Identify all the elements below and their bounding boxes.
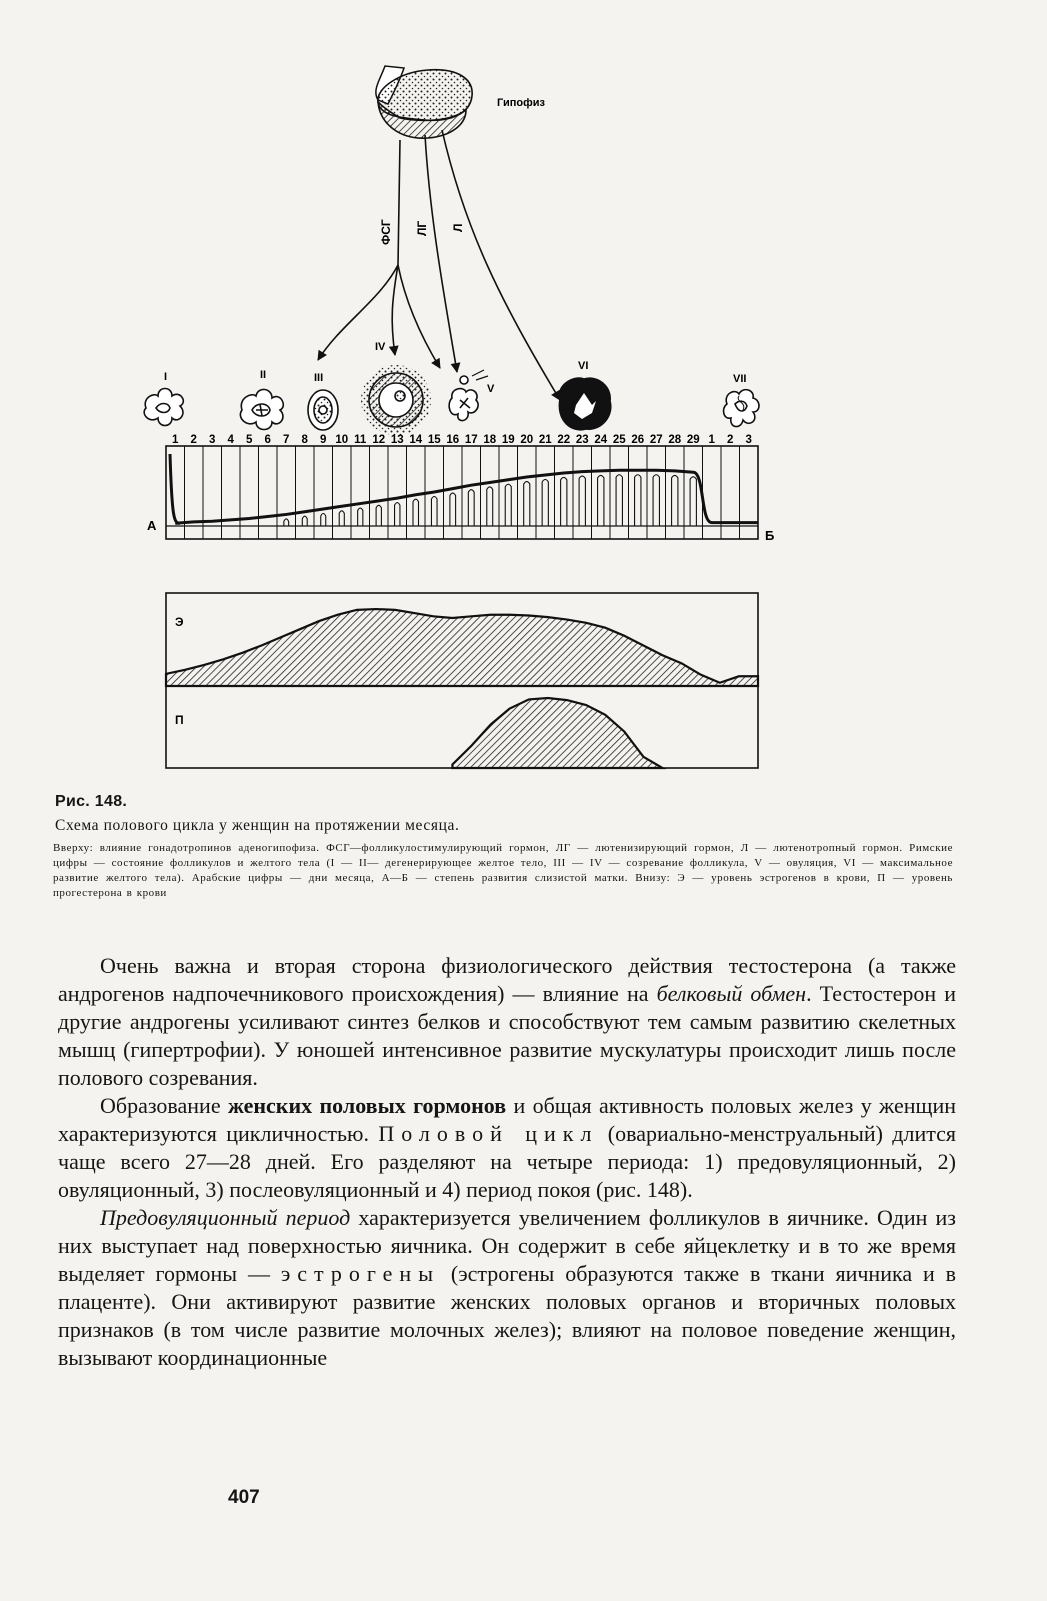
emphasis-term: Предовуляционный период (100, 1205, 351, 1230)
endometrial-gland (321, 514, 326, 527)
day-label: 8 (301, 434, 308, 446)
paragraph-1 (58, 952, 956, 1092)
stage-label-iii: III (314, 372, 324, 384)
day-label: 6 (264, 434, 271, 446)
text-run: . Тестостерон и другие андрогены усиливают синтез белков и способствуют тем самым развитию скелетных мышц (гипертрофии). У юношей интенсивное развитие мускулатуры происходит лишь после полового созревания. (58, 981, 956, 1090)
day-label: 4 (227, 434, 234, 446)
stage-label-i: I (164, 371, 168, 383)
gland-label: Гипофиз (497, 97, 545, 109)
day-label: 29 (686, 434, 700, 446)
day-labels (172, 434, 752, 446)
text-run: Очень важна и вторая сторона физиологического действия тестостерона (а также андрогенов надпочечникового происхождения) — влияние на (58, 953, 956, 1006)
stage-iii-icon (308, 390, 338, 430)
stage-label-vii: VII (733, 373, 747, 385)
emphasis-term: белковый обмен (656, 981, 807, 1006)
day-label: 13 (390, 434, 404, 446)
endometrial-gland (376, 505, 381, 526)
endometrial-gland (561, 477, 567, 526)
endometrial-gland (672, 475, 678, 526)
stage-label-ii: II (260, 369, 267, 381)
stage-label-iv: IV (375, 341, 386, 353)
ltg-label: Л (451, 223, 465, 232)
text-run: характеризуется увеличением фолликулов в яичнике. Один из них выступает над поверхностью яичника. Он содержит в себе яйцеклетку и в то же время выделяет гормоны — (58, 1205, 956, 1286)
estrogen-area (166, 609, 758, 686)
day-label: 9 (320, 434, 327, 446)
day-label: 20 (520, 434, 534, 446)
endometrial-gland (302, 516, 307, 526)
day-label: 16 (446, 434, 460, 446)
day-label: 18 (483, 434, 497, 446)
endometrium-end-label: Б (765, 528, 775, 543)
endometrial-gland (413, 499, 419, 526)
day-label: 21 (538, 434, 552, 446)
pituitary-gland (376, 66, 472, 138)
endometrial-gland (468, 490, 474, 526)
stage-vi-icon (559, 378, 610, 430)
day-label: 3 (209, 434, 216, 446)
text-run: Образование (100, 1093, 228, 1118)
endometrium-grid (166, 446, 758, 539)
stage-iv-icon (361, 365, 431, 435)
day-label: 11 (354, 434, 367, 446)
endometrial-gland (358, 508, 363, 526)
endometrial-gland (450, 493, 456, 526)
day-label: 23 (575, 434, 589, 446)
day-label: 22 (557, 434, 571, 446)
endometrial-gland (395, 503, 400, 526)
figure-legend: Вверху: влияние гонадотропинов аденогипофиза. ФСГ—фолликулостимулирующий гормон, ЛГ — лютенизирующий гормон, Л — лютенотропный гормон. Римские цифры — состояние фолликулов и желтого тела (I — II— дегенерирующее желтое тело, III — IV — созревание фолликула, V — овуляция, VI — максимальное развитие желтого тела). Арабские цифры — дни месяца, А—Б — степень развития слизистой матки. Внизу: Э — уровень эстрогенов в крови, П — уровень прогестерона в крови (53, 842, 953, 899)
endometrial-gland (284, 519, 289, 526)
text-run: (овариально-менструальный) длится чаще всего 27—28 дней. Его разделяют на четыре периода: 1) предовуляционный, 2) овуляционный, 3) послеовуляционный и 4) период покоя (рис. 148). (58, 1121, 956, 1202)
endometrial-gland (431, 497, 437, 527)
day-label: 14 (409, 434, 423, 446)
estrogen-label: Э (175, 615, 184, 629)
day-label: 3 (745, 434, 752, 446)
stage-labels (164, 341, 746, 395)
text-run: (эстрогены образуются также в ткани яичника и в плаценте). Они активируют развитие женских половых органов и вторичных половых признаков (в том числе развитие молочных желез); влияют на половое поведение женщин, вызывают координационные (58, 1261, 956, 1370)
day-label: 7 (283, 434, 290, 446)
menstrual-cycle-diagram (0, 0, 1047, 790)
figure-subtitle: Схема полового цикла у женщин на протяжении месяца. (55, 817, 460, 834)
body-text (58, 952, 956, 1372)
endometrial-gland (653, 475, 659, 526)
endometrial-gland (598, 475, 604, 526)
day-label: 15 (427, 434, 441, 446)
stage-v-icon (449, 370, 488, 421)
endometrial-gland (635, 475, 641, 526)
page-number: 407 (228, 1487, 260, 1508)
day-label: 5 (246, 434, 253, 446)
day-label: 26 (631, 434, 645, 446)
endometrial-gland (616, 475, 622, 526)
endometrial-gland (505, 484, 511, 526)
spaced-term: Половой цикл (378, 1121, 599, 1146)
day-label: 2 (727, 434, 734, 446)
stage-label-vi: VI (578, 360, 589, 372)
endometrial-gland (524, 482, 530, 526)
day-label: 10 (335, 434, 349, 446)
bold-term: женских половых гормонов (227, 1093, 507, 1118)
endometrial-gland (339, 511, 344, 526)
stage-ii-icon (240, 389, 283, 429)
endometrial-gland (690, 477, 696, 526)
lh-label: ЛГ (415, 220, 429, 236)
hormone-arrows (318, 130, 560, 400)
endometrial-gland (542, 480, 548, 527)
spaced-term: эстрогены (280, 1261, 440, 1286)
stage-vii-icon (724, 390, 759, 427)
figure-title: Рис. 148. (55, 793, 128, 810)
progesterone-label: П (175, 713, 184, 727)
paragraph-2 (58, 1092, 956, 1204)
day-label: 25 (612, 434, 626, 446)
paragraph-3 (58, 1204, 956, 1372)
endometrium-start-label: А (147, 518, 157, 533)
stage-icons (144, 365, 759, 435)
text-run: и общая активность половых желез у женщин характеризуются цикличностью. (58, 1093, 956, 1146)
progesterone-area (452, 698, 662, 768)
day-label: 17 (464, 434, 478, 446)
day-label: 28 (668, 434, 682, 446)
stage-i-icon (144, 389, 183, 426)
day-label: 27 (649, 434, 663, 446)
day-label: 12 (372, 434, 386, 446)
day-label: 1 (172, 434, 179, 446)
endometrial-gland (579, 476, 585, 526)
day-label: 2 (190, 434, 197, 446)
endometrial-gland (487, 487, 493, 526)
day-label: 1 (708, 434, 715, 446)
day-label: 24 (594, 434, 608, 446)
stage-label-v: V (487, 383, 495, 395)
day-label: 19 (501, 434, 515, 446)
fsh-label: ФСГ (379, 219, 393, 245)
